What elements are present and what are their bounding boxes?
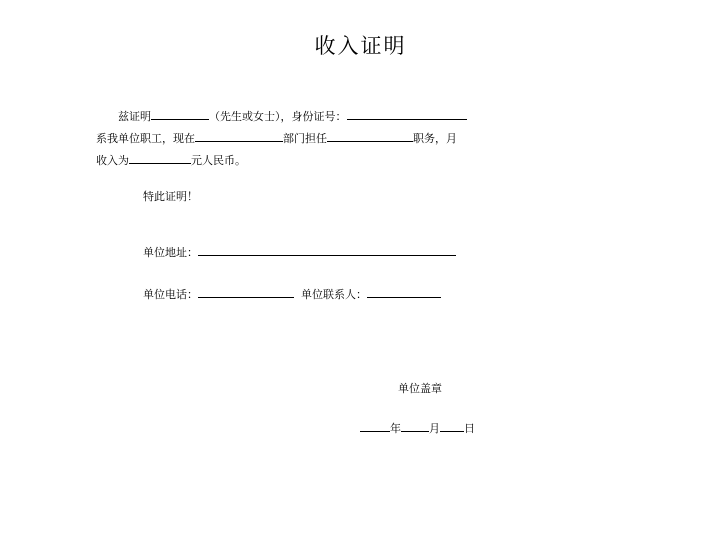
income-amount-field[interactable] [129,152,191,164]
certificate-body [96,106,516,172]
paragraph-line-2 [96,128,516,150]
text-certify-intro: 兹证明 [118,110,151,123]
text-employer-intro: 系我单位职工，现在 [96,132,195,145]
address-line [143,244,456,260]
phone-label: 单位电话： [143,288,198,301]
text-position-intro: 部门担任 [283,132,327,145]
phone-line [143,286,441,302]
date-line [360,420,475,436]
document-page [0,30,721,549]
department-field[interactable] [195,130,283,142]
paragraph-line-1 [96,106,516,128]
day-field[interactable] [440,420,464,432]
text-position-suffix: 职务，月 [413,132,457,145]
id-number-field[interactable] [347,108,467,120]
address-label: 单位地址： [143,246,198,259]
text-income-suffix: 元人民币。 [191,154,246,167]
address-field[interactable] [198,244,456,256]
text-income-intro: 收入为 [96,154,129,167]
page-title: 收入证明 [314,34,407,58]
employee-name-field[interactable] [151,108,209,120]
company-seal-label: 单位盖章 [398,382,442,395]
contact-label: 单位联系人： [301,288,367,301]
month-field[interactable] [401,420,429,432]
contact-field[interactable] [367,286,441,298]
phone-field[interactable] [198,286,294,298]
text-gender-note: （先生或女士），身份证号： [209,110,347,123]
year-field[interactable] [360,420,390,432]
year-label: 年 [390,422,401,435]
paragraph-line-3 [96,150,516,172]
certify-statement: 特此证明！ [143,190,198,203]
position-field[interactable] [327,130,413,142]
month-label: 月 [429,422,440,435]
day-label: 日 [464,422,475,435]
